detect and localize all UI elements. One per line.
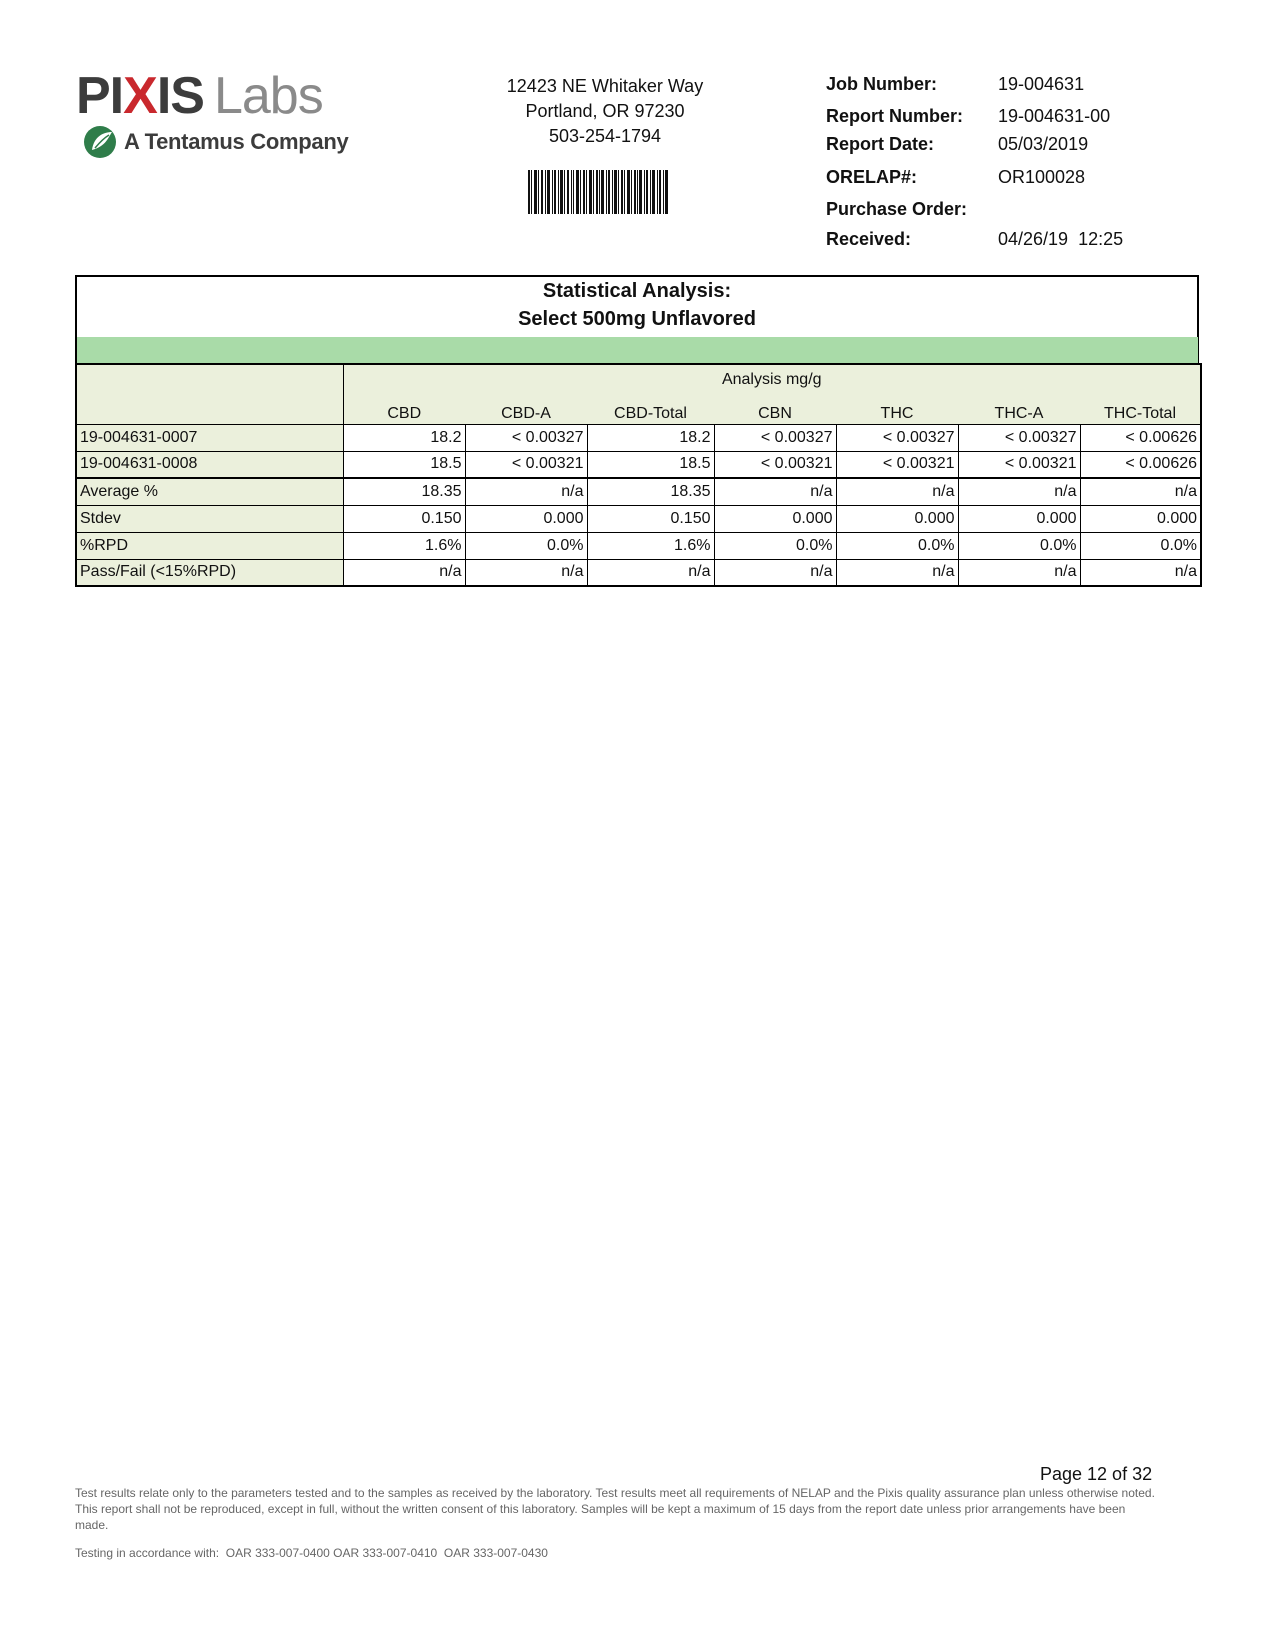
table-cell: 18.2 bbox=[343, 424, 465, 451]
table-cell: 18.35 bbox=[587, 478, 714, 505]
column-header: THC bbox=[836, 394, 958, 424]
table-cell: < 0.00321 bbox=[465, 451, 587, 478]
report-date-label: Report Date: bbox=[826, 134, 935, 154]
report-number-label: Report Number: bbox=[826, 106, 964, 126]
table-cell: 0.0% bbox=[958, 532, 1080, 559]
table-row bbox=[76, 505, 1201, 532]
lab-address bbox=[470, 74, 740, 149]
row-label: 19-004631-0007 bbox=[76, 424, 343, 451]
table-cell: n/a bbox=[836, 478, 958, 505]
table-cell: 18.35 bbox=[343, 478, 465, 505]
table-cell: 0.150 bbox=[343, 505, 465, 532]
table-cell: n/a bbox=[714, 478, 836, 505]
table-cell: n/a bbox=[465, 478, 587, 505]
table-cell: n/a bbox=[1080, 478, 1201, 505]
table-cell: < 0.00321 bbox=[836, 451, 958, 478]
row-label: Average % bbox=[76, 478, 343, 505]
logo-tagline-row bbox=[82, 122, 348, 162]
received-label: Received: bbox=[826, 229, 912, 249]
table-cell: < 0.00327 bbox=[958, 424, 1080, 451]
report-subtitle: Select 500mg Unflavored bbox=[518, 308, 756, 330]
column-header: CBD bbox=[343, 394, 465, 424]
column-header: CBD-A bbox=[465, 394, 587, 424]
row-label: 19-004631-0008 bbox=[76, 451, 343, 478]
table-cell: < 0.00321 bbox=[714, 451, 836, 478]
column-header: THC-A bbox=[958, 394, 1080, 424]
column-header: CBN bbox=[714, 394, 836, 424]
table-cell: 0.000 bbox=[1080, 505, 1201, 532]
table-cell: n/a bbox=[836, 559, 958, 586]
table-cell: < 0.00327 bbox=[714, 424, 836, 451]
job-number-label: Job Number: bbox=[826, 74, 938, 94]
tentamus-leaf-icon bbox=[82, 124, 118, 160]
table-row bbox=[76, 559, 1201, 586]
row-label: Stdev bbox=[76, 505, 343, 532]
job-number-value: 19-004631 bbox=[998, 74, 1085, 94]
compliance-text: Testing in accordance with: OAR 333-007-0400 OAR 333-007-0410 OAR 333-007-0430 bbox=[75, 1546, 548, 1560]
table-row bbox=[76, 478, 1201, 505]
table-row bbox=[76, 424, 1201, 451]
table-cell: 0.000 bbox=[714, 505, 836, 532]
title-band bbox=[77, 337, 1198, 363]
orelap-row bbox=[826, 167, 1166, 191]
table-cell: 0.0% bbox=[836, 532, 958, 559]
logo-tagline: A Tentamus Company bbox=[124, 129, 349, 154]
report-number-value: 19-004631-00 bbox=[998, 106, 1111, 126]
logo-brand-labs: Labs bbox=[213, 67, 323, 125]
received-value: 04/26/19 12:25 bbox=[998, 229, 1124, 249]
orelap-value: OR100028 bbox=[998, 167, 1086, 187]
page-number: Page 12 of 32 bbox=[1040, 1464, 1153, 1484]
table-cell: 0.0% bbox=[714, 532, 836, 559]
logo-wordmark bbox=[76, 67, 323, 125]
table-row bbox=[76, 451, 1201, 478]
purchase-order-label: Purchase Order: bbox=[826, 199, 968, 219]
table-cell: < 0.00327 bbox=[836, 424, 958, 451]
logo-brand-main: PIXIS bbox=[76, 67, 204, 125]
statistical-analysis-table bbox=[75, 363, 1202, 587]
table-cell: 1.6% bbox=[343, 532, 465, 559]
report-date-row bbox=[826, 134, 1166, 158]
table-cell: 0.000 bbox=[958, 505, 1080, 532]
received-row bbox=[826, 229, 1166, 253]
table-cell: n/a bbox=[343, 559, 465, 586]
orelap-label: ORELAP#: bbox=[826, 167, 918, 187]
company-logo bbox=[76, 67, 366, 165]
table-cell: 1.6% bbox=[587, 532, 714, 559]
table-cell: < 0.00321 bbox=[958, 451, 1080, 478]
table-cell: < 0.00626 bbox=[1080, 424, 1201, 451]
table-cell: 0.000 bbox=[836, 505, 958, 532]
table-cell: 18.5 bbox=[587, 451, 714, 478]
report-date-value: 05/03/2019 bbox=[998, 134, 1089, 154]
address-phone: 503-254-1794 bbox=[548, 126, 662, 146]
address-line1: 12423 NE Whitaker Way bbox=[506, 76, 704, 96]
analysis-group-header: Analysis mg/g bbox=[343, 364, 1201, 394]
disclaimer-text: Test results relate only to the parameters tested and to the samples as received by the laboratory. Test results meet all requirements of NELAP and the Pixis quality assurance plan unless otherwise noted. This report shall not be reproduced, except in full, without the written consent of this laboratory. Samples will be kept a maximum of 15 days from the report date unless prior arrangements have been made. bbox=[75, 1486, 1155, 1532]
column-header: CBD-Total bbox=[587, 394, 714, 424]
purchase-order-row bbox=[826, 199, 1166, 223]
table-cell: n/a bbox=[714, 559, 836, 586]
address-line2: Portland, OR 97230 bbox=[525, 101, 685, 121]
table-cell: n/a bbox=[587, 559, 714, 586]
table-cell: 0.000 bbox=[465, 505, 587, 532]
table-cell: n/a bbox=[1080, 559, 1201, 586]
table-cell: n/a bbox=[958, 478, 1080, 505]
table-cell: 18.5 bbox=[343, 451, 465, 478]
table-cell: < 0.00327 bbox=[465, 424, 587, 451]
report-title: Statistical Analysis: bbox=[542, 280, 732, 302]
table-cell: n/a bbox=[465, 559, 587, 586]
table-cell: 0.0% bbox=[1080, 532, 1201, 559]
table-cell: 0.0% bbox=[465, 532, 587, 559]
report-number-row bbox=[826, 106, 1166, 130]
job-number-row bbox=[826, 74, 1166, 98]
table-cell: 0.150 bbox=[587, 505, 714, 532]
table-corner-cell bbox=[76, 364, 343, 424]
barcode-icon bbox=[528, 170, 668, 214]
column-header: THC-Total bbox=[1080, 394, 1201, 424]
table-cell: 18.2 bbox=[587, 424, 714, 451]
table-cell: < 0.00626 bbox=[1080, 451, 1201, 478]
row-label: %RPD bbox=[76, 532, 343, 559]
row-label: Pass/Fail (<15%RPD) bbox=[76, 559, 343, 586]
table-cell: n/a bbox=[958, 559, 1080, 586]
table-row bbox=[76, 532, 1201, 559]
